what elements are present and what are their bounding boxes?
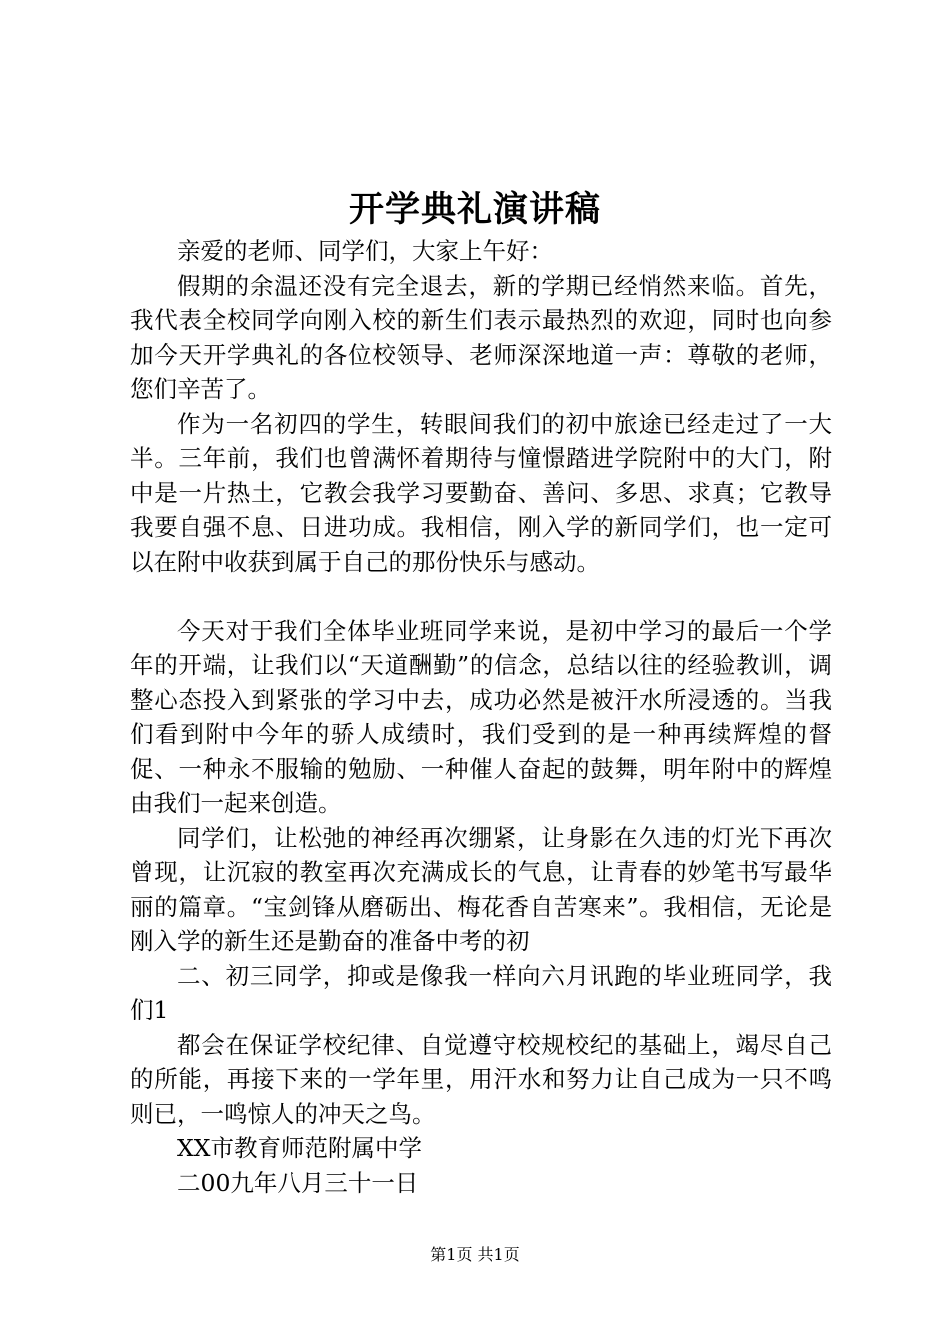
body-paragraph: 二、初三同学，抑或是像我一样向六月讯跑的毕业班同学，我们1 [130, 961, 832, 1024]
document-body [130, 234, 832, 1200]
salutation-paragraph: 亲爱的老师、同学们，大家上午好： [177, 237, 553, 265]
document-title: 开学典礼演讲稿 [348, 189, 601, 230]
body-paragraph: 假期的余温还没有完全退去，新的学期已经悄然来临。首先，我代表全校同学向刚入校的新生们表示最热烈的欢迎，同时也向参加今天开学典礼的各位校领导、老师深深地道一声：尊敬的老师，您们辛苦了。 [130, 271, 832, 403]
page-footer: 第1页 共1页 [430, 1245, 520, 1264]
body-paragraph: 今天对于我们全体毕业班同学来说，是初中学习的最后一个学年的开端，让我们以“天道酬勤”的信念，总结以往的经验教训，调整心态投入到紧张的学习中去，成功必然是被汗水所浸透的。当我们看到附中今年的骄人成绩时，我们受到的是一种再续辉煌的督促、一种永不服输的勉励、一种催人奋起的鼓舞，明年附中的辉煌由我们一起来创造。 [130, 616, 832, 817]
body-paragraph: 都会在保证学校纪律、自觉遵守校规校纪的基础上，竭尽自己的所能，再接下来的一学年里，用汗水和努力让自己成为一只不鸣则已，一鸣惊人的冲天之鸟。 [130, 1030, 832, 1128]
body-paragraph: 同学们，让松弛的神经再次绷紧，让身影在久违的灯光下再次曾现，让沉寂的教室再次充满成长的气息，让青春的妙笔书写最华丽的篇章。“宝剑锋从磨砺出、梅花香自苦寒来”。我相信，无论是刚入学的新生还是勤奋的准备中考的初 [130, 823, 832, 955]
body-paragraph: 作为一名初四的学生，转眼间我们的初中旅途已经走过了一大半。三年前，我们也曾满怀着期待与憧憬踏进学院附中的大门，附中是一片热土，它教会我学习要勤奋、善问、多思、求真；它教导我要自强不息、日进功成。我相信，刚入学的新同学们，也一定可以在附中收获到属于自己的那份快乐与感动。 [130, 409, 832, 576]
signature-date: 二00九年八月三十一日 [177, 1168, 419, 1197]
signature-school: XX市教育师范附属中学 [177, 1134, 422, 1162]
